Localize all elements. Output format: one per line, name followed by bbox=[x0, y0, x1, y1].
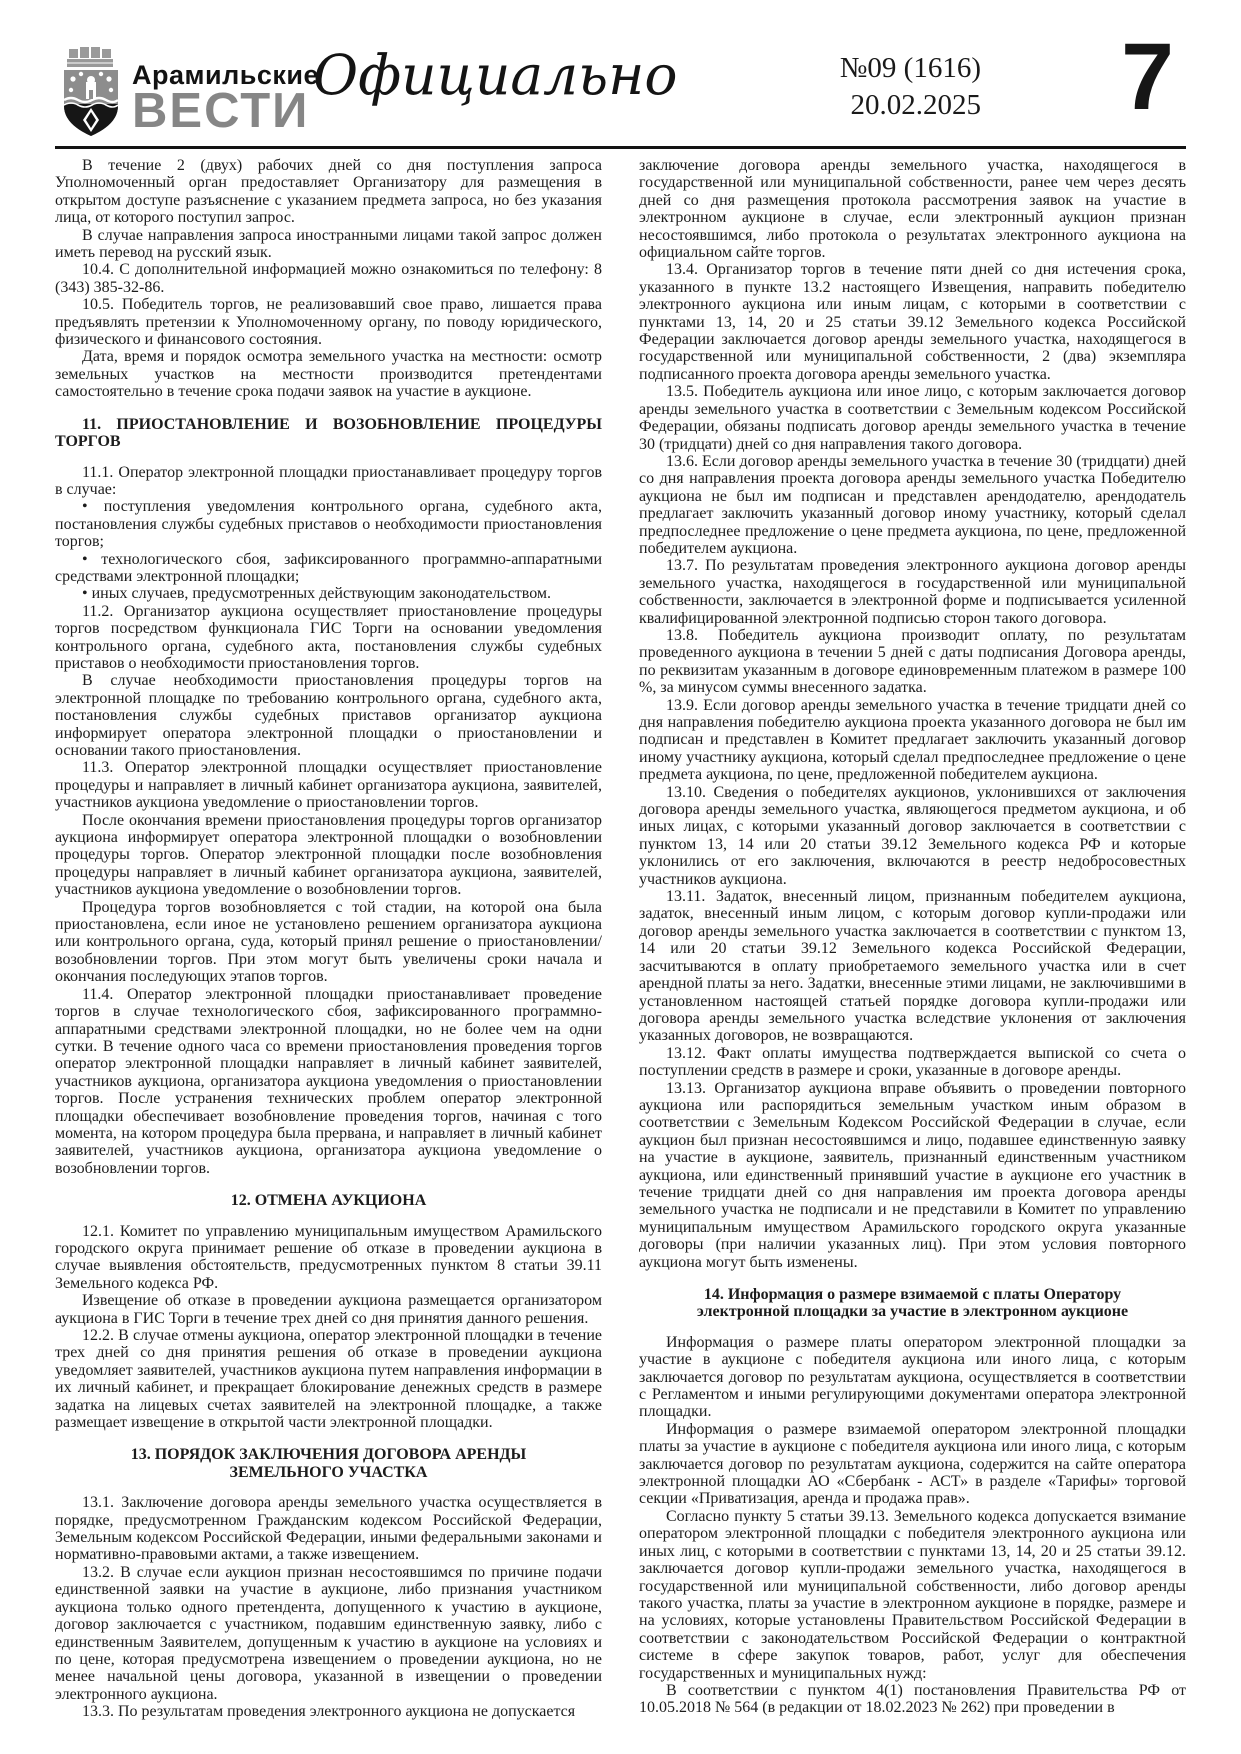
paragraph: 13.6. Если договор аренды земельного участка в течение 30 (тридцати) дней со дня направления проекта договора аренды земельного участка Победителю аукциона не был им подписан и представлен арендодателю, арендодатель предлагает заключить указанный договор иному участнику, который сделал предпоследнее предложение о цене предмета аукциона, по цене, предложенной победителем аукциона. bbox=[639, 452, 1186, 557]
page-header bbox=[55, 24, 1186, 144]
paragraph: В случае необходимости приостановления процедуры торгов на электронной площадке по требованию контрольного органа, судебного акта, постановления службы судебных приставов организатор аукциона информирует оператора электронной площадки о приостановлении и основании такого приостановления. bbox=[55, 672, 602, 759]
paragraph: В соответствии с пунктом 4(1) постановления Правительства РФ от 10.05.2018 № 564 (в редакции от 18.02.2023 № 262) при проведении в bbox=[639, 1681, 1186, 1717]
issue-block bbox=[840, 50, 981, 124]
article-body bbox=[55, 157, 1186, 1734]
paragraph: 12.2. В случае отмены аукциона, оператор электронной площадки в течение трех дней со дня принятия решения об отказе в проведении аукциона уведомляет заявителей, участников аукциона путем направления информации в их личный кабинет, и прекращает блокирование денежных средств в размере задатка на лицевых счетах заявителей на электронной площадке, а также размещает извещение в открытой части электронной площадки. bbox=[55, 1327, 602, 1432]
newspaper-logo-text bbox=[132, 60, 319, 138]
paragraph: Информация о размере платы оператором электронной площадки за участие в аукционе с победителя аукциона или иного лица, с которым заключается договор по результатам аукциона, осуществляется в соответствии с Регламентом и иными регулирующими документами оператора электронной площадки. bbox=[639, 1333, 1186, 1421]
paragraph: 13.10. Сведения о победителях аукционов, уклонившихся от заключения договора аренды земельного участка, являющегося предметом аукциона, и об иных лицах, с которыми указанный договор заключается в соответствии с пунктом 13, 14 или 20 статьи 39.12 Земельного кодекса РФ и которые уклонились от его заключения, включаются в реестр недобросовестных участников аукциона. bbox=[639, 783, 1186, 888]
paragraph: заключение договора аренды земельного участка, находящегося в государственной или муниципальной собственности, ранее чем через десять дней со дня размещения протокола рассмотрения заявок на участие в электронном аукционе в случае, если электронный аукцион признан несостоявшимся, либо протокола о результатах электронного аукциона на официальном сайте торгов. bbox=[639, 157, 1186, 262]
issue-date: 20.02.2025 bbox=[850, 89, 981, 122]
rubric-title: Официально bbox=[313, 43, 678, 107]
paragraph: • технологического сбоя, зафиксированного программно-аппаратными средствами электронной площадки; bbox=[55, 550, 602, 585]
paragraph: Согласно пункту 5 статьи 39.13. Земельного кодекса допускается взимание оператором электронной площадки с победителя электронного аукциона или иных лиц, с которыми в соответствии с пунктами 13, 14, 20 и 25 статьи 39.12. заключается договор купли-продажи земельного участка, находящегося в государственной или муниципальной собственности, либо договор аренды такого участка, платы за участие в электронном аукционе в порядке, размере и на условиях, которые установлены Правительством Российской Федерации в соответствии с законодательством Российской Федерации о контрактной системе в сфере закупок товаров, работ, услуг для обеспечения государственных и муниципальных нужд: bbox=[639, 1507, 1186, 1682]
paragraph: 13.3. По результатам проведения электронного аукциона не допускается bbox=[82, 1703, 576, 1721]
page-number: 7 bbox=[1121, 24, 1174, 130]
section-heading: 13. ПОРЯДОК ЗАКЛЮЧЕНИЯ ДОГОВОРА АРЕНДЫ ЗЕМЕЛЬНОГО УЧАСТКА bbox=[130, 1446, 527, 1481]
newspaper-name-top: Арамильские bbox=[132, 60, 319, 90]
left-column bbox=[55, 157, 602, 1734]
header-rule bbox=[55, 146, 1186, 149]
section-heading: 12. ОТМЕНА АУКЦИОНА bbox=[230, 1192, 427, 1210]
paragraph: 11.1. Оператор электронной площадки приостанавливает процедуру торгов в случае: bbox=[55, 463, 602, 498]
paragraph: Дата, время и порядок осмотра земельного участка на местности: осмотр земельных участков на местности производится претендентами самостоятельно в течение срока подачи заявок на участие в аукционе. bbox=[55, 348, 602, 401]
issue-number: №09 (1616) bbox=[839, 52, 981, 84]
newspaper-logo bbox=[59, 46, 319, 140]
paragraph: • поступления уведомления контрольного органа, судебного акта, постановления службы судебных приставов о необходимости приостановления торгов; bbox=[55, 498, 602, 551]
paragraph: 10.5. Победитель торгов, не реализовавший свое право, лишается права предъявлять претензии к Уполномоченному органу, по поводу юридического, физического и финансового состояния. bbox=[55, 296, 602, 349]
section-heading: 14. Информация о размере взимаемой с платы Оператору электронной площадки за участие в электронном аукционе bbox=[696, 1286, 1129, 1321]
paragraph: • иных случаев, предусмотренных действующим законодательством. bbox=[82, 585, 552, 603]
paragraph: 13.9. Если договор аренды земельного участка в течение тридцати дней со дня направления победителю аукциона проекта указанного договора не был им подписан и представлен в Комитет предлагает заключить указанный договор иному участнику аукциона, который сделал предпоследнее предложение о цене предмета аукциона, по цене, предложенной победителем аукциона. bbox=[639, 696, 1186, 784]
paragraph: 11.2. Организатор аукциона осуществляет приостановление процедуры торгов посредством функционала ГИС Торги на основании уведомления контрольного органа, судебного акта, постановления службы судебных приставов о необходимости приостановления торгов. bbox=[55, 602, 602, 672]
paragraph: 13.5. Победитель аукциона или иное лицо, с которым заключается договор аренды земельного участка в соответствии с Земельным кодексом Российской Федерации, обязаны подписать договор аренды земельного участка в течение 30 (тридцати) дней со дня направления такого договора. bbox=[639, 383, 1186, 453]
section-heading: 11. ПРИОСТАНОВЛЕНИЕ И ВОЗОБНОВЛЕНИЕ ПРОЦЕДУРЫ ТОРГОВ bbox=[55, 415, 602, 451]
paragraph: 10.4. С дополнительной информацией можно ознакомиться по телефону: 8 (343) 385-32-86. bbox=[55, 261, 602, 296]
paragraph: 13.8. Победитель аукциона производит оплату, по результатам проведенного аукциона в течении 5 дней с даты подписания Договора аренды, по реквизитам указанным в договоре единовременным платежом в размере 100 %, за минусом суммы внесенного задатка. bbox=[639, 626, 1186, 697]
coat-of-arms-icon bbox=[59, 46, 123, 140]
paragraph: Информация о размере взимаемой оператором электронной площадки платы за участие в аукционе с победителя аукциона или иного лица, с которым заключается договор по результатам аукциона, содержится на сайте оператора электронной площадки АО «Сбербанк - АСТ» в разделе «Тарифы» торговой секции «Приватизация, аренда и продажа прав». bbox=[639, 1420, 1186, 1508]
paragraph: После окончания времени приостановления процедуры торгов организатор аукциона информирует оператора электронной площадки о возобновлении процедуры торгов. Оператор электронной площадки после возобновления процедуры направляет в личный кабинет организатора аукциона, заявителей, участников аукциона уведомление о возобновлении торгов. bbox=[55, 811, 602, 899]
paragraph: 13.11. Задаток, внесенный лицом, признанным победителем аукциона, задаток, внесенный иным лицом, с которым договор купли-продажи или договор аренды земельного участка заключается в соответствии с пунктом 13, 14 или 20 статьи 39.12 Земельного кодекса Российской Федерации, засчитываются в оплату приобретаемого земельного участка или в счет арендной платы за него. Задатки, внесенные этими лицами, не заключившими в установленном настоящей статьей порядке договора купли-продажи или договора аренды земельного участка вследствие уклонения от заключения указанных договоров, не возвращаются. bbox=[639, 888, 1186, 1045]
paragraph: 11.4. Оператор электронной площадки приостанавливает проведение торгов в случае технологического сбоя, зафиксированного программно-аппаратными средствами электронной площадки, но не более чем на одни сутки. В течение одного часа со времени приостановления проведения торгов оператор электронной площадки направляет в личный кабинет заявителей, участников аукциона, организатора аукциона уведомления о приостановлении торгов. После устранения технических проблем оператор электронной площадки обеспечивает возобновление проведения торгов, начиная с того момента, на котором процедура была прервана, и направляет в личный кабинет заявителей, участников аукциона, организатора аукциона уведомление о возобновлении торгов. bbox=[55, 985, 602, 1177]
paragraph: 13.1. Заключение договора аренды земельного участка осуществляется в порядке, предусмотренном Гражданским кодексом Российской Федерации, Земельным кодексом Российской Федерации, иными федеральными законами и нормативно-правовыми актами, а также извещением. bbox=[55, 1494, 602, 1564]
paragraph: 12.1. Комитет по управлению муниципальным имуществом Арамильского городского округа принимает решение об отказе в проведении аукциона в случае выявления обстоятельств, предусмотренных пунктом 8 статьи 39.11 Земельного кодекса РФ. bbox=[55, 1222, 602, 1292]
paragraph: 13.4. Организатор торгов в течение пяти дней со дня истечения срока, указанного в пункте 13.2 настоящего Извещения, направить победителю электронного аукциона или иным лицам, с которыми в соответствии с пунктами 13, 14, 20 и 25 статьи 39.12 Земельного кодекса Российской Федерации заключается договор аренды земельного участка, находящегося в государственной или муниципальной собственности, 2 (два) экземпляра подписанного проекта договора аренды земельного участка. bbox=[639, 261, 1186, 383]
right-column bbox=[639, 157, 1186, 1734]
paragraph: 13.13. Организатор аукциона вправе объявить о проведении повторного аукциона или распорядиться земельным участком иным образом в соответствии с Земельным Кодексом Российской Федерации в случае, если аукцион был признан несостоявшимся и лицо, подавшее единственную заявку на участие в аукционе, заявитель, признанный единственным участником аукциона, или единственный принявший участие в аукционе его участник в течение тридцати дней со дня направления им проекта договора аренды земельного участка не подписали и не представили в Комитет по управлению муниципальным имуществом Арамильского городского округа указанные договоры (при наличии указанных лиц). При этом условия повторного аукциона могут быть изменены. bbox=[639, 1079, 1186, 1271]
paragraph: 11.3. Оператор электронной площадки осуществляет приостановление процедуры и направляет в личный кабинет организатора аукциона, заявителей, участников аукциона уведомление о приостановлении торгов. bbox=[55, 759, 602, 812]
paragraph: В случае направления запроса иностранными лицами такой запрос должен иметь перевод на русский язык. bbox=[55, 226, 602, 262]
paragraph: 13.12. Факт оплаты имущества подтверждается выпиской со счета о поступлении средств в размере и сроки, указанные в договоре аренды. bbox=[639, 1044, 1186, 1080]
paragraph: 13.2. В случае если аукцион признан несостоявшимся по причине подачи единственной заявки на участие в аукционе, либо признания участником аукциона только одного претендента, допущенного к участию в аукционе, договор заключается с участником, подавшим единственную заявку, либо с единственным Заявителем, допущенным к участию в аукционе на условиях и по цене, которая предусмотрена извещением о проведении аукциона, но не менее начальной цены договора, указанной в извещении о проведении электронного аукциона. bbox=[55, 1563, 602, 1703]
paragraph: В течение 2 (двух) рабочих дней со дня поступления запроса Уполномоченный орган предоставляет Организатору для размещения в открытом доступе разъяснение с указанием предмета запроса, но без указания лица, от которого поступил запрос. bbox=[55, 157, 602, 227]
paragraph: 13.7. По результатам проведения электронного аукциона договор аренды земельного участка, находящегося в государственной или муниципальной собственности, заключается в электронной форме и подписывается усиленной квалифицированной электронной подписью сторон такого договора. bbox=[639, 557, 1186, 627]
newspaper-name-bottom: ВЕСТИ bbox=[132, 84, 310, 138]
paragraph: Процедура торгов возобновляется с той стадии, на которой она была приостановлена, если иное не установлено решением организатора аукциона или контрольного органа, суда, который принял решение о приостановлении/ возобновлении торгов. При этом могут быть увеличены сроки начала и окончания последующих этапов торгов. bbox=[55, 898, 602, 986]
paragraph: Извещение об отказе в проведении аукциона размещается организатором аукциона в ГИС Торги в течение трех дней со дня принятия данного решения. bbox=[55, 1292, 602, 1327]
